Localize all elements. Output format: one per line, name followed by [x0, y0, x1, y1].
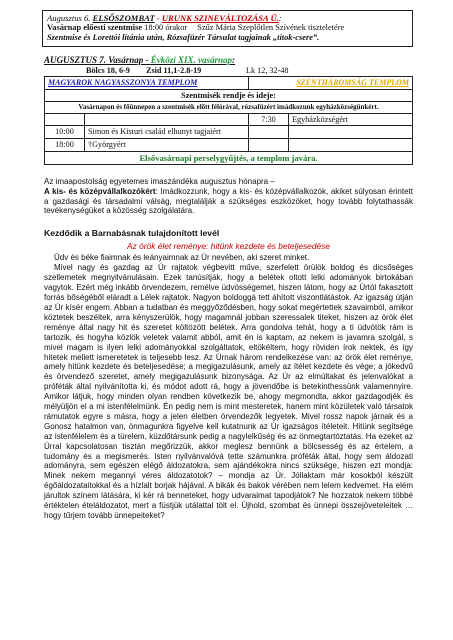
left-time — [45, 113, 85, 126]
right-time — [249, 138, 289, 151]
church-left: MAGYAROK NAGYASSZONYA TEMPLOM — [45, 77, 249, 89]
schedule-row — [45, 113, 413, 126]
collection-notice: Elsővasárnapi perselygyűjtés, a templom javára. — [45, 151, 413, 164]
date-prefix: Augusztus 6. — [47, 13, 93, 23]
letter-paragraph: Mivel nagy és gazdag az Úr rajtatok végbevitt műve, szerfelett örülök boldog és dicsőséges szellemetek megnyilvánulásain. Ezek tanúsítják, hogy a belétek oltott lelki adományok birtokában vagytok. Ezért még inkább örvendezem, remélve üdvösségemet, hiszen látom, hogy az Úrtól fakasztott forrás bőségéből eláradt a Lélek rajtatok. Nagyon boldoggá tett áhított viszontlátástok. Az igazság útján az Úr kísér engem. Abban a tudatban és meggyőződésben, hogy sokat megértettek szavaimból, amikor köztetek beszéltek, arra kényszerülök, hogy magamnál jobban szeressalek titeket, hiszen az örök élet reménye által nagy hit és szeretet költözött belétek. Arra gondolva tehát, hogy a ti üdvötök rám is tartozik, és hogyha közlök veletek valamit abból, amit én is kaptam, az nekem is javamra szolgál, s mivel magam is ilyen lelki adományokkal szolgáltatok, eltökéltem, hogy röviden írok nektek, és így hitetek mellett ismeretetek is teljesebb lesz. Az Úrnak három rendelkezése van: az örök élet reménye, amely hitünk kezdete és beteljesedése; a megigazulásunk, amely az ítélet kezdete és vége; a jókedvű és örvendező szeretet, amely megigazulásunk bizonysága. Az Úr az elmúltakat és jelenvalókat a próféták által nyilvánította ki, és módot adott rá, hogy a jövendőbe is betekinthessünk valamennyire. Amikor látjuk, hogy minden olyan rendben következik be, ahogy megmondta, akkor gazdagodjék és mélyüljön el a mi istenfélelmünk. Én pedig nem is mint mesteretek, hanem mint közületek való társatok rámutatok egyre s másra, hogy a jelen életben örvendezők legyetek. Mivel rossz napok járnak és a Gonosz hatalmon van, önmagunkra figyelve kell kutatnunk az Úr igazságos ítéleteit. Hitünk segítsége az istenfélelem és a türelem, küzdőtársunk pedig a nagylelkűség és az önmegtartóztatás. Ha ezeket az Úrral kapcsolatosan tisztán megőrizzük, akkor meglesz bennünk a bölcsesség és az értelem, a tudomány és a megismerés. Isten nyilvánvalóvá tette számunkra próféták által, hogy sem áldozati adományra, sem egészen elégő áldozatokra, sem ajándékokra nincs szüksége, hiszen ezt mondja: Minek nekem megannyi véres áldozatotok? – mondja az Úr. Jóllaktam már kosokból készült égőáldozataitokkal és a hízlalt borjak hájával. A bikák és bakok vérében nem lelem kedvemet. Ha elém járultok színem látására, ki kér rá benneteket, hogy udvaraimat tapodjátok? Ne hozzatok nekem többé értéktelen ételáldozatot, mert a füstjük utálattal tölt el. Újhold, szombat és ünnepi összejöveteleitek … hogy tűrjem tovább ünnepeiteket? — [44, 263, 413, 521]
left-intention: Simon és Kisturi család elhunyt tagjaiért — [85, 126, 249, 139]
right-intention — [289, 138, 413, 151]
sunday-header — [40, 55, 413, 66]
right-time: 7:30 — [249, 113, 289, 126]
letter-section — [40, 228, 413, 521]
letter-subheading: Az örök élet reménye: hitünk kezdete és beteljesedése — [127, 241, 330, 252]
right-time — [249, 126, 289, 139]
dash-sep: - — [154, 13, 162, 23]
prayer-text — [44, 187, 413, 217]
mass-schedule-table — [44, 76, 413, 165]
mass-time: 18:00 órakor — [142, 23, 190, 33]
prayer-bold: A kis- és középvállalkozókért — [44, 186, 156, 196]
left-intention: †Györgyért — [85, 138, 249, 151]
left-intention — [85, 113, 249, 126]
reading-3: Lk 12, 32-48 — [246, 65, 289, 75]
sunday-title-green: Évközi XIX. vasárnap — [150, 54, 233, 65]
readings-line — [40, 66, 413, 76]
feast-name: URUNK SZINEVÁLTOZÁSA Ü. — [161, 13, 279, 23]
rosary-notice: Vasárnapon és főünnepen a szentmisék előtt félórával, rózsafüzért imádkozunk egyházközségünkért. — [45, 102, 413, 113]
church-right: SZENTHÁROMSÁG TEMPLOM — [249, 77, 413, 89]
feast-colon: : — [278, 13, 282, 23]
elso-szombat-label: ELSŐSZOMBAT — [92, 13, 155, 23]
order-title-row — [45, 89, 413, 102]
schedule-row — [45, 138, 413, 151]
litany-line: Szentmise és Lorettói litánia után, Rózsafüzér Társulat tagjainak „titok-csere”. — [47, 33, 320, 43]
prayer-body: : Imádkozzunk, hogy a kis- és középvállalkozók, akiket súlyosan érintett a gazdasági és társadalmi válság, megtalálják a szükséges eszközöket, hogy tovább folytathassák tevékenységüket a közösség szolgálatára. — [44, 186, 413, 216]
first-saturday-box — [42, 10, 413, 47]
letter-paragraph: Üdv és béke fiaimnak és leányaimnak az Úr nevében, aki szeret minket. — [54, 253, 310, 263]
order-title: Szentmisék rendje és ideje: — [45, 89, 413, 102]
prayer-intro: Az imaapostolság egyetemes imaszándéka augusztus hónapra – — [44, 176, 275, 186]
sunday-title-prefix: AUGUSZTUS 7. Vasárnap - — [44, 54, 151, 65]
left-time: 10:00 — [45, 126, 85, 139]
mass-label: Vasárnap előesti szentmise — [47, 23, 143, 33]
left-time: 18:00 — [45, 138, 85, 151]
collection-row — [45, 151, 413, 164]
reading-2: Zsid 11,1-2.8-19 — [146, 65, 202, 75]
church-header-row — [45, 77, 413, 89]
sunday-title — [44, 55, 413, 66]
right-intention: Egyházközségért — [289, 113, 413, 126]
first-saturday-line — [47, 13, 408, 23]
notice-row — [45, 102, 413, 113]
reading-1: Bölcs 18, 6-9 — [86, 65, 130, 75]
prayer-intention-section — [40, 177, 413, 217]
mass-note: Szűz Mária Szeplőtlen Szívének tiszteletére — [197, 23, 345, 33]
right-intention — [289, 126, 413, 139]
letter-heading: Kezdődik a Barnabásnak tulajdonított levél — [44, 228, 220, 239]
evening-mass-line — [47, 23, 408, 33]
schedule-row — [45, 126, 413, 139]
sunday-title-suffix: : — [232, 54, 236, 65]
